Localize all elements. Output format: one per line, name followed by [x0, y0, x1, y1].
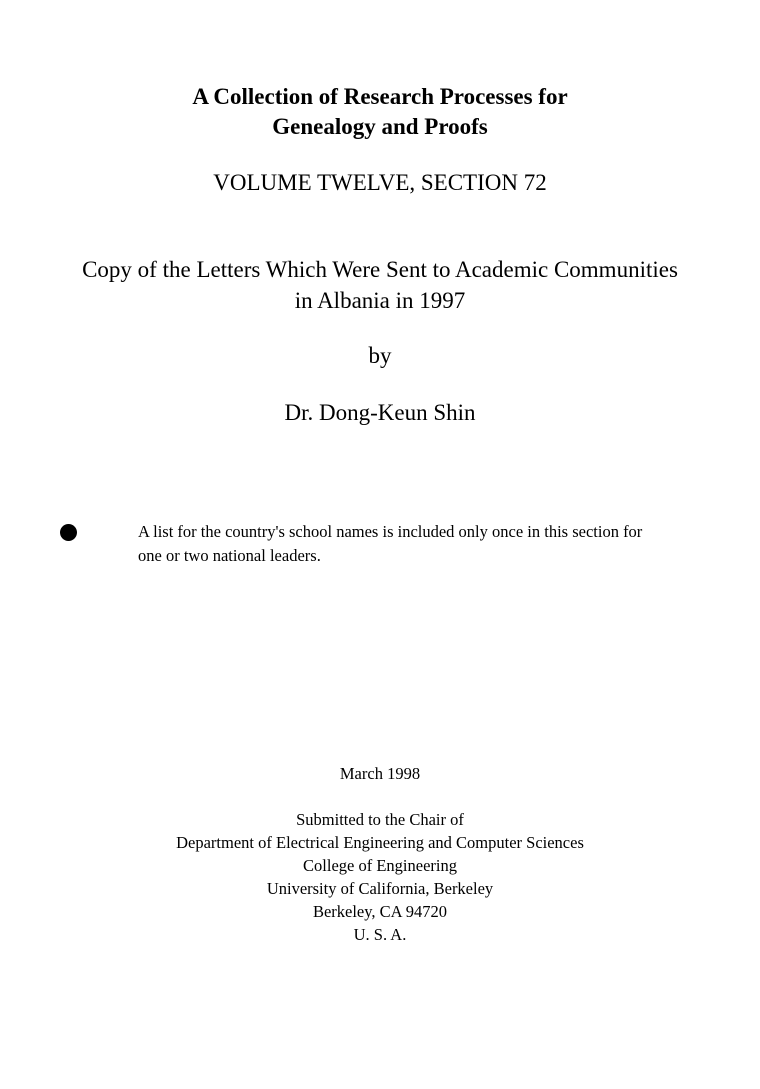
submission-college: College of Engineering [303, 856, 457, 875]
submission-university: University of California, Berkeley [266, 879, 494, 898]
by-label: by [368, 343, 392, 368]
note-line-2: one or two national leaders. [138, 546, 321, 565]
volume-heading: VOLUME TWELVE, SECTION 72 [213, 170, 547, 195]
submission-city: Berkeley, CA 94720 [312, 902, 448, 921]
note-text [138, 520, 738, 568]
submission-country: U. S. A. [353, 925, 407, 944]
bullet-dot-icon [60, 524, 77, 541]
title-line-2: Genealogy and Proofs [272, 114, 488, 139]
author-name: Dr. Dong-Keun Shin [284, 400, 476, 425]
submission-line-1: Submitted to the Chair of [296, 810, 464, 829]
note-line-1: A list for the country's school names is included only once in this section for [138, 522, 643, 541]
document-subtitle [20, 254, 740, 316]
subtitle-line-2: in Albania in 1997 [294, 288, 466, 313]
title-line-1: A Collection of Research Processes for [192, 84, 568, 109]
document-title [0, 82, 760, 142]
submission-block [0, 808, 760, 946]
submission-department: Department of Electrical Engineering and Computer Sciences [176, 833, 584, 852]
document-date: March 1998 [339, 764, 421, 783]
subtitle-line-1: Copy of the Letters Which Were Sent to Academic Communities [82, 257, 678, 282]
